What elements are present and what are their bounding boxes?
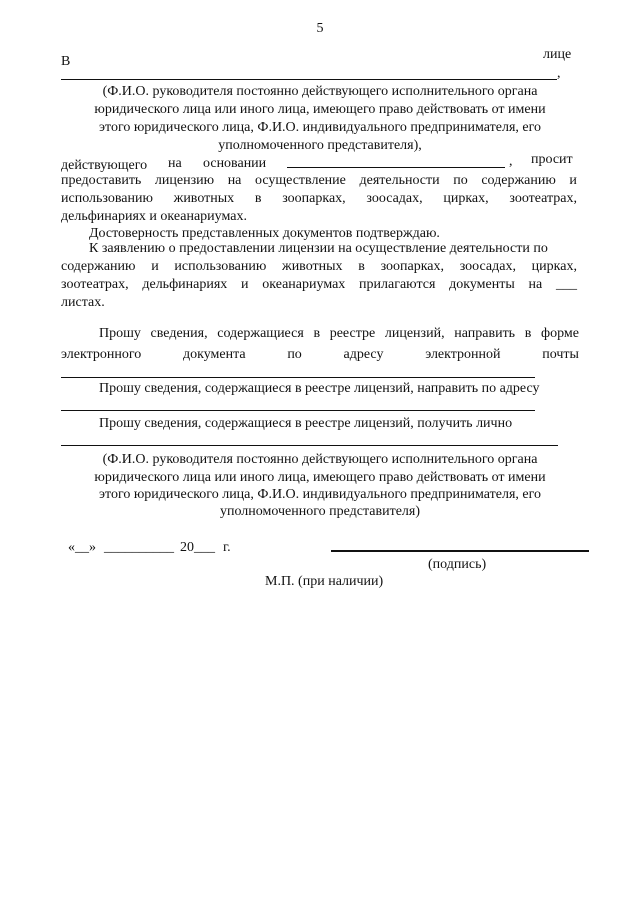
attachment-line-3-word: ___ (555, 277, 577, 292)
basis-line-2-word: осуществление (255, 173, 346, 188)
basis-line-3-word: использованию (61, 191, 153, 206)
attachment-line-3-word: океанариумах (262, 277, 346, 292)
basis-line-2-word: деятельности (359, 173, 440, 188)
email-blank-line (61, 377, 535, 378)
attachment-line-2 (61, 258, 577, 275)
attachment-line-2-word: и (151, 259, 159, 274)
basis-line-4: дельфинариях и океанариумах. (61, 209, 247, 224)
basis-line-2-word: содержанию (481, 173, 556, 188)
attachment-line-2-word: использованию (174, 259, 267, 274)
attachment-line-3 (61, 276, 577, 293)
attachment-line-4: листах. (61, 295, 105, 310)
basis-word-1: действующего (61, 158, 148, 173)
basis-line-2-word: предоставить (61, 173, 142, 188)
date-suffix: г. (223, 540, 231, 555)
basis-word-2: на (168, 156, 182, 171)
request-email-word: в (313, 326, 321, 341)
date-month: __________ (104, 540, 174, 555)
date-year: 20___ (180, 540, 215, 555)
name-blank-comma: , (557, 66, 561, 81)
request-personal-text: Прошу сведения, содержащиеся в реестре лицензий, получить лично (99, 416, 513, 431)
request-email-line-1 (99, 325, 579, 342)
request-email-word: содержащиеся (217, 326, 304, 341)
request-email-word: почты (542, 347, 579, 362)
attachment-line-3-word: прилагаются (359, 277, 436, 292)
name-blank-line (61, 79, 557, 80)
basis-line-3-word: животных (173, 191, 235, 206)
request-email-word: электронного (61, 347, 142, 362)
attachment-line-2-word: зоосадах, (459, 259, 516, 274)
basis-line-3 (61, 190, 577, 207)
attachment-line-2-word: зоопарках, (380, 259, 445, 274)
attachment-line-3-word: на (528, 277, 543, 292)
basis-line-2 (61, 172, 577, 189)
address-blank-line (61, 410, 535, 411)
attachment-line-3-word: документы (449, 277, 515, 292)
basis-line-2-word: по (453, 173, 468, 188)
request-email-word: форме (541, 326, 579, 341)
personal-blank-line (61, 445, 558, 446)
request-email-word: сведения, (150, 326, 208, 341)
confirmation-text: Достоверность представленных документов подтверждаю. (89, 226, 440, 241)
attachment-line-2-word: животных (282, 259, 343, 274)
request-email-word: Прошу (99, 326, 141, 341)
attachment-line-2-word: в (358, 259, 365, 274)
attachment-line-3-word: и (241, 277, 249, 292)
basis-word-4: просит (531, 152, 573, 167)
attachment-line-3-word: зоотеатрах, (61, 277, 129, 292)
basis-line-2-word: лицензию (154, 173, 215, 188)
request-email-word: направить (454, 326, 516, 341)
attachment-line-1: К заявлению о предоставлении лицензии на осуществление деятельности по (89, 241, 548, 256)
date-day: «__» (68, 540, 96, 555)
basis-line-3-word: зоопарках, (282, 191, 346, 206)
basis-line-3-word: зоотеатрах, (509, 191, 577, 206)
sign-note-line-2: юридического лица или иного лица, имеющего право действовать от имени (94, 470, 546, 485)
request-email-word: реестре (329, 326, 376, 341)
head-note-line-2: юридического лица или иного лица, имеющего право действовать от имени (94, 102, 546, 117)
top-right-text: лице (543, 47, 572, 62)
page-number: 5 (316, 21, 324, 36)
head-note-line-1: (Ф.И.О. руководителя постоянно действующего исполнительного органа (102, 84, 538, 99)
request-email-word: по (287, 347, 302, 362)
attachment-line-3-word: дельфинариях (142, 277, 228, 292)
sign-note-line-4: уполномоченного представителя) (219, 504, 421, 519)
signature-line (331, 550, 589, 552)
basis-comma: , (509, 154, 513, 169)
sign-note-line-3: этого юридического лица, Ф.И.О. индивидуального предпринимателя, его (99, 487, 541, 502)
seal-text: М.П. (при наличии) (265, 574, 384, 589)
request-email-word: документа (182, 347, 246, 362)
basis-line-2-word: на (227, 173, 242, 188)
head-note-line-4: уполномоченного представителя), (218, 138, 422, 153)
request-email-word: адресу (343, 347, 384, 362)
basis-line-3-word: цирках, (443, 191, 489, 206)
basis-line-2-word: и (569, 173, 577, 188)
basis-blank-line (287, 167, 505, 168)
basis-line-3-word: зоосадах, (366, 191, 423, 206)
attachment-line-2-word: цирках, (531, 259, 577, 274)
basis-line-3-word: в (254, 191, 262, 206)
basis-word-3: основании (203, 156, 267, 171)
signature-label: (подпись) (428, 557, 487, 572)
request-email-word: в (524, 326, 532, 341)
attachment-line-2-word: содержанию (61, 259, 136, 274)
head-note-line-3: этого юридического лица, Ф.И.О. индивидуального предпринимателя, его (99, 120, 541, 135)
request-email-word: электронной (425, 347, 501, 362)
request-email-word: лицензий, (384, 326, 445, 341)
request-email-line-2 (61, 346, 579, 363)
sign-note-line-1: (Ф.И.О. руководителя постоянно действующего исполнительного органа (102, 452, 538, 467)
request-address-text: Прошу сведения, содержащиеся в реестре лицензий, направить по адресу (99, 381, 540, 396)
top-left-text: В (61, 54, 71, 69)
